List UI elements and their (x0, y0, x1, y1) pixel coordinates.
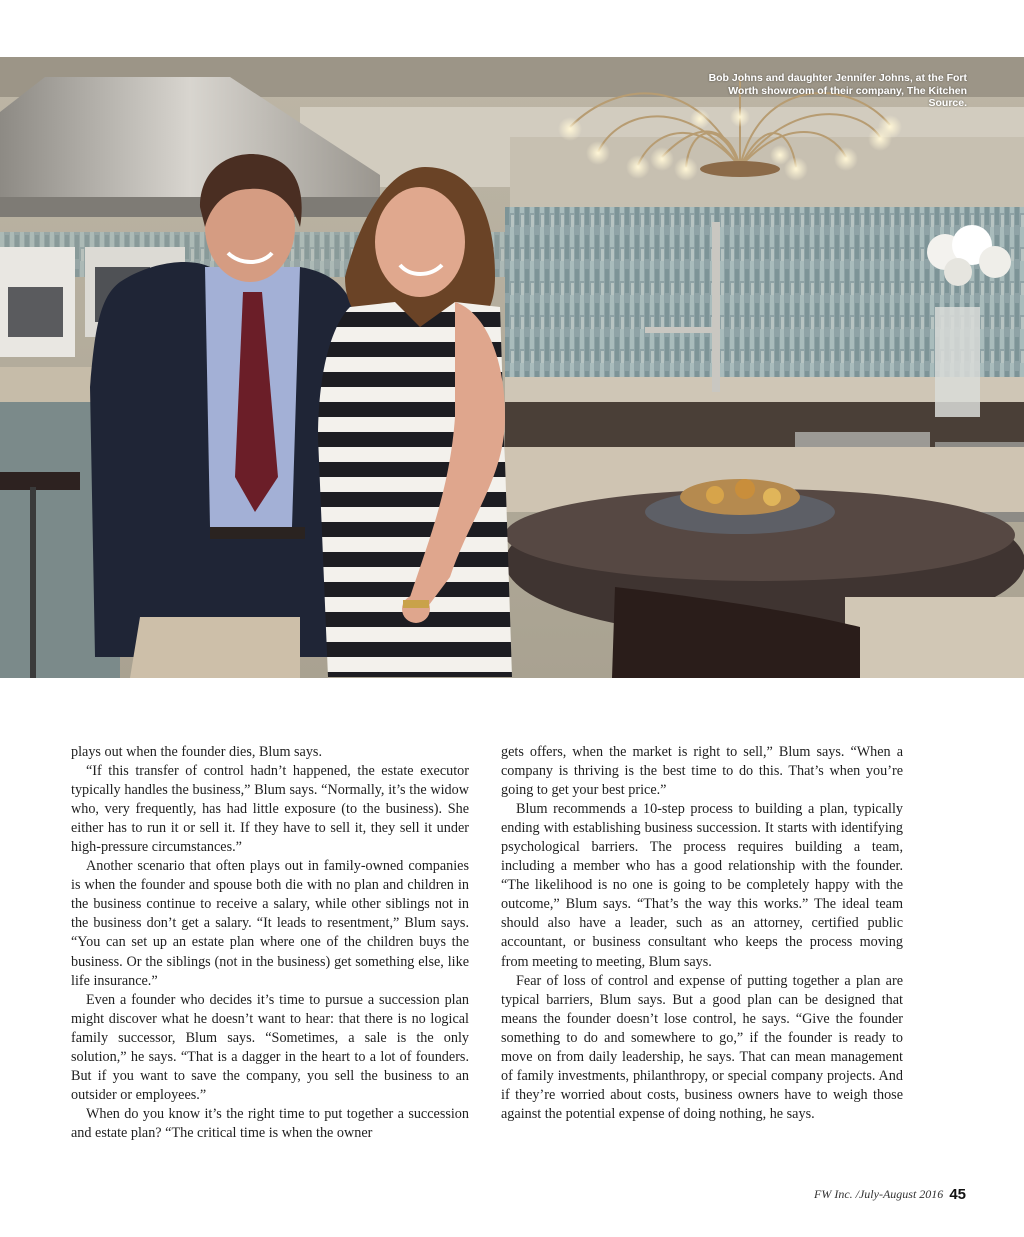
article-paragraph: gets offers, when the market is right to sell,” Blum says. “When a company is thriving is the best time to do this. That’s when you’re going to get your best price.” (501, 744, 903, 799)
page-number: 45 (949, 1186, 966, 1203)
publication-name: FW Inc. /July-August 2016 (814, 1187, 944, 1201)
feature-photo (0, 57, 1024, 678)
article-paragraph: Another scenario that often plays out in family-owned companies is when the founder and spouse both die with no plan and children in the business continue to receive a salary, while other siblings not in the business don’t get a salary. “It leads to resentment,” Blum says. “You can set up an estate plan where one of the children buys the business. Or the siblings (not in the business) get something else, like life insurance.” (71, 858, 469, 989)
article-paragraph: Blum recommends a 10-step process to building a plan, typically ending with establishing business succession. It starts with identifying psychological barriers. The process requires building a team, including a member who has a good relationship with the founder. “The likelihood is no one is going to be completely happy with the outcome,” Blum says. “That’s the way this works.” The ideal team should also have a leader, such as an attorney, certified public accountant, or business consultant who keeps the process moving from meeting to meeting, Blum says. (501, 801, 903, 970)
article-paragraph: Fear of loss of control and expense of putting together a plan are typical barriers, Blum says. But a good plan can be designed that means the founder doesn’t lose control, he says. “Give the founder something to do and somewhere to go,” if the founder is ready to move on from daily leadership, he says. That can mean management of family investments, philanthropy, or special company projects. And if they’re worried about costs, business owners have to weigh those against the potential expense of doing nothing, he says. (501, 972, 903, 1122)
article-paragraph: plays out when the founder dies, Blum says. (71, 744, 323, 760)
article-paragraph: “If this transfer of control hadn’t happened, the estate executor typically handles the business,” Blum says. “Normally, it’s the widow who, very frequently, has had little exposure (to the business). She either has to run it or sell it. If they have to sell it, they sell it under high-pressure circumstances.” (71, 763, 469, 856)
article-column-left (71, 743, 469, 1143)
article-column-right (501, 743, 903, 1124)
page-footer (814, 1186, 966, 1203)
kitchen-showroom-illustration (0, 57, 1024, 678)
article-paragraph: Even a founder who decides it’s time to pursue a succession plan might discover what he doesn’t want to hear: that there is no logical family successor, Blum says. “Sometimes, a sale is the only solution,” he says. “That is a dagger in the heart to a lot of founders. But if you want to save the company, you sell the business to an outsider or employees.” (71, 991, 469, 1103)
photo-caption: Bob Johns and daughter Jennifer Johns, at the Fort Worth showroom of their company, The Kitchen Source. (708, 72, 967, 109)
article-paragraph: When do you know it’s the right time to put together a succession and estate plan? “The critical time is when the owner (71, 1105, 469, 1141)
